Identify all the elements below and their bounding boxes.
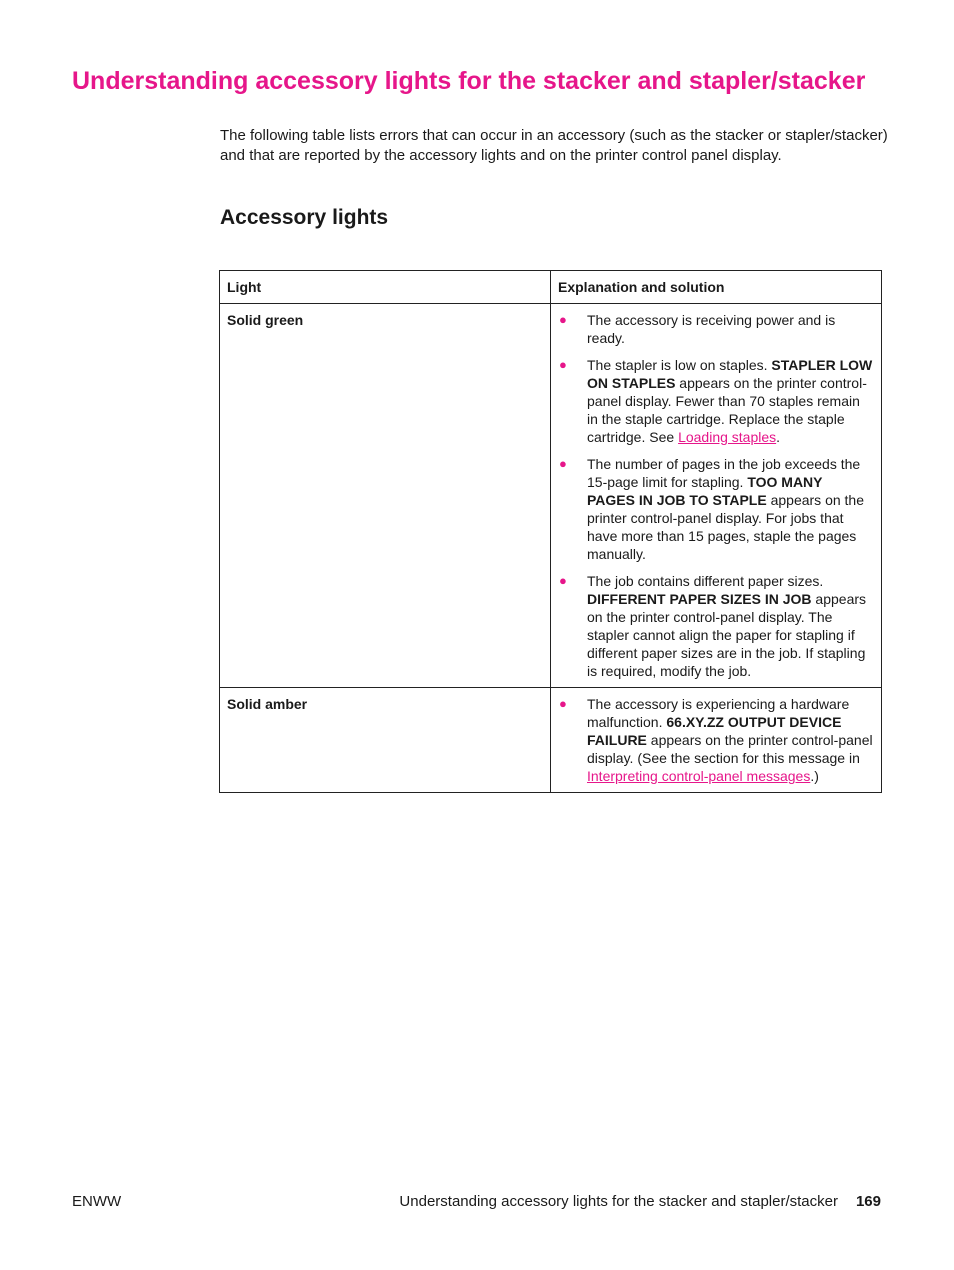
light-name: Solid amber — [227, 696, 308, 712]
light-cell — [220, 304, 551, 688]
footer-section-title: Understanding accessory lights for the stacker and stapler/stacker — [399, 1193, 838, 1210]
explanation-cell — [551, 304, 882, 688]
bullet-icon: ● — [559, 312, 567, 327]
explanation-cell — [551, 688, 882, 793]
item-text: appears on the printer control-panel display. Fewer than 70 staples remain in the staple cartridge. Replace the staple cartridge. See — [587, 375, 867, 445]
page-number: 169 — [855, 1193, 881, 1210]
item-message: DIFFERENT PAPER SIZES IN JOB — [587, 591, 812, 607]
table-row — [220, 304, 882, 688]
page-title: Understanding accessory lights for the stacker and stapler/stacker — [72, 67, 866, 95]
item-text: appears on the printer control-panel display. For jobs that have more than 15 pages, staple the pages manually. — [587, 492, 864, 562]
interpreting-messages-link[interactable]: Interpreting control-panel messages — [587, 768, 811, 784]
bullet-icon: ● — [559, 456, 567, 471]
intro-paragraph: The following table lists errors that can occur in an accessory (such as the stacker or stapler/stacker) and that are reported by the accessory lights and on the printer control panel display. — [220, 127, 888, 164]
header-explanation: Explanation and solution — [551, 271, 882, 304]
item-text: The job contains different paper sizes. — [587, 573, 824, 589]
bullet-icon: ● — [559, 357, 567, 372]
bullet-icon: ● — [559, 573, 567, 588]
accessory-lights-table — [219, 270, 882, 793]
solution-list — [558, 311, 874, 680]
bullet-icon: ● — [559, 696, 567, 711]
item-text: The accessory is receiving power and is ready. — [587, 312, 836, 346]
item-text: The stapler is low on staples. — [587, 357, 772, 373]
item-text: The number of pages in the job exceeds the 15-page limit for stapling. — [587, 456, 861, 490]
table-header-row — [220, 271, 882, 304]
item-text: appears on the printer control-panel display. (See the section for this message in — [587, 732, 873, 766]
light-name: Solid green — [227, 312, 304, 328]
list-item — [558, 311, 874, 347]
list-item — [558, 572, 874, 680]
item-message: TOO MANY PAGES IN JOB TO STAPLE — [587, 474, 823, 508]
section-heading: Accessory lights — [220, 206, 389, 229]
item-message: 66.XY.ZZ OUTPUT DEVICE FAILURE — [587, 714, 842, 748]
item-text: The accessory is experiencing a hardware malfunction. — [587, 696, 850, 730]
loading-staples-link[interactable]: Loading staples — [678, 429, 777, 445]
list-item — [558, 695, 874, 785]
solution-list — [558, 695, 874, 785]
item-text: . — [776, 429, 781, 445]
header-light: Light — [220, 271, 551, 304]
item-message: STAPLER LOW ON STAPLES — [587, 357, 873, 391]
table-row — [220, 688, 882, 793]
footer-left: ENWW — [72, 1193, 122, 1210]
item-text: .) — [810, 768, 819, 784]
list-item — [558, 455, 874, 563]
light-cell — [220, 688, 551, 793]
item-text: appears on the printer control-panel display. The stapler cannot align the paper for stapling if different paper sizes are in the job. If stapling is required, modify the job. — [587, 591, 867, 679]
list-item — [558, 356, 874, 446]
footer-right — [399, 1192, 881, 1212]
